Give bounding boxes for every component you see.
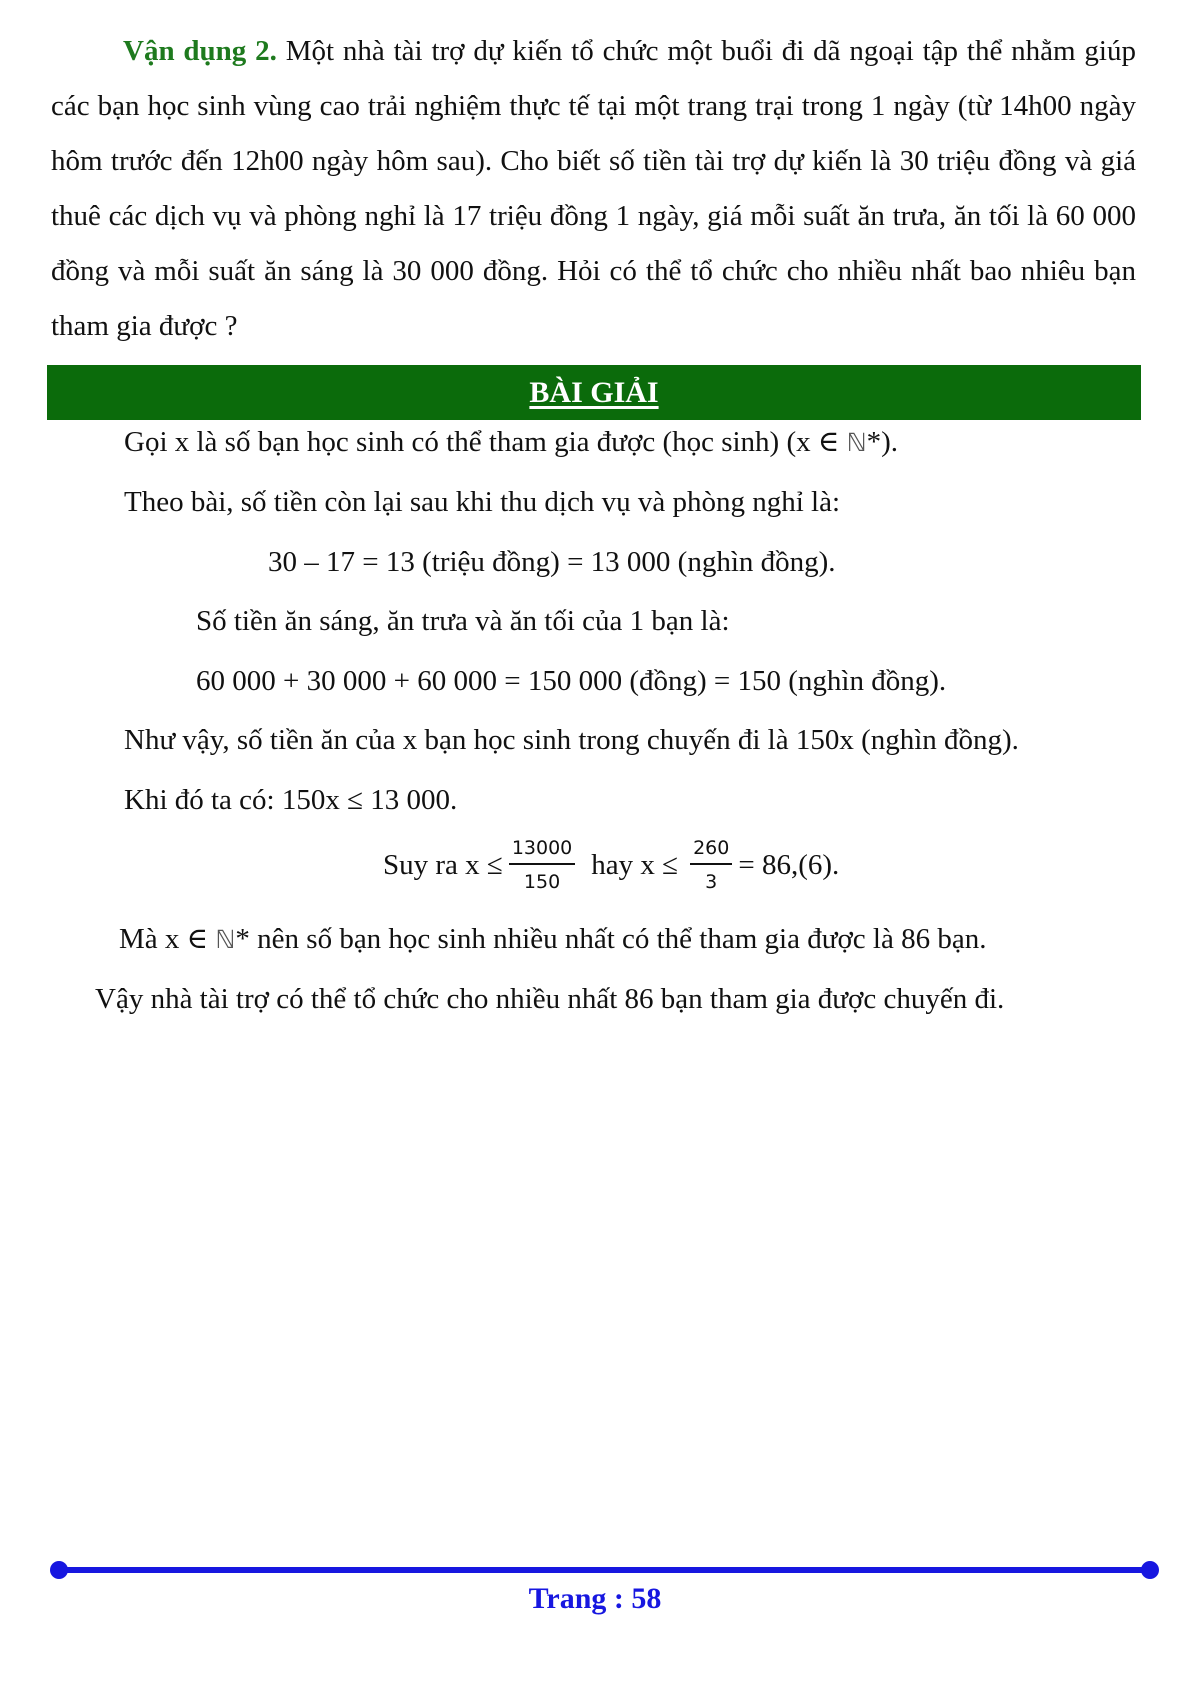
- solution-line-1-end: *).: [866, 426, 899, 458]
- footer-divider: [58, 1567, 1150, 1573]
- fraction-260-over-3: [690, 836, 732, 894]
- footer-divider-left-dot: [50, 1561, 68, 1579]
- solution-header-bar: [47, 365, 1141, 420]
- fraction-1-denominator: 150: [523, 871, 561, 893]
- solution-line-1-text: Gọi x là số bạn học sinh có thể tham gia được (học sinh) (x ∈: [124, 426, 847, 458]
- page-number: Trang : 58: [528, 1582, 662, 1615]
- problem-label: Vận dụng 2.: [123, 35, 277, 67]
- solution-line-7: Khi đó ta có: 150x ≤ 13 000.: [124, 784, 458, 816]
- fraction-1-numerator: 13000: [509, 836, 575, 865]
- natural-numbers-symbol: ℕ: [846, 428, 867, 457]
- solution-line-9-start: Mà x ∈: [119, 923, 216, 955]
- problem-text: Một nhà tài trợ dự kiến tổ chức một buổi đi dã ngoại tập thể nhằm giúp các bạn học sinh vùng cao trải nghiệm thực tế tại một trang trại trong 1 ngày (từ 14h00 ngày hôm trước đến 12h00 ngày hôm sau). Cho biết số tiền tài trợ dự kiến là 30 triệu đồng và giá thuê các dịch vụ và phòng nghỉ là 17 triệu đồng 1 ngày, giá mỗi suất ăn trưa, ăn tối là 60 000 đồng và mỗi suất ăn sáng là 30 000 đồng. Hỏi có thể tổ chức cho nhiều nhất bao nhiêu bạn tham gia được ?: [51, 35, 1136, 342]
- solution-line-5: 60 000 + 30 000 + 60 000 = 150 000 (đồng) = 150 (nghìn đồng).: [196, 665, 947, 697]
- solution-title: BÀI GIẢI: [529, 375, 659, 409]
- solution-line-6: Như vậy, số tiền ăn của x bạn học sinh trong chuyến đi là 150x (nghìn đồng).: [124, 724, 1019, 756]
- inequality-prefix: Suy ra x ≤: [383, 849, 503, 881]
- inequality-middle: hay x ≤: [591, 849, 679, 881]
- solution-line-8: [383, 836, 839, 894]
- natural-numbers-symbol-2: ℕ: [215, 925, 236, 954]
- fraction-13000-over-150: [509, 836, 575, 894]
- conclusion-line: Vậy nhà tài trợ có thể tổ chức cho nhiều nhất 86 bạn tham gia được chuyến đi.: [95, 983, 1005, 1015]
- solution-line-2: Theo bài, số tiền còn lại sau khi thu dịch vụ và phòng nghỉ là:: [124, 486, 841, 518]
- problem-statement: [51, 24, 1136, 354]
- fraction-2-denominator: 3: [705, 871, 718, 893]
- fraction-2-numerator: 260: [690, 836, 732, 865]
- solution-line-4: Số tiền ăn sáng, ăn trưa và ăn tối của 1 bạn là:: [196, 605, 730, 637]
- solution-line-3: 30 – 17 = 13 (triệu đồng) = 13 000 (nghìn đồng).: [268, 546, 836, 578]
- solution-line-9-text: * nên số bạn học sinh nhiều nhất có thể tham gia được là 86 bạn.: [235, 923, 987, 955]
- inequality-result: = 86,(6).: [738, 849, 840, 881]
- footer-divider-right-dot: [1141, 1561, 1159, 1579]
- solution-line-1: [124, 422, 898, 463]
- solution-line-9: [119, 919, 986, 960]
